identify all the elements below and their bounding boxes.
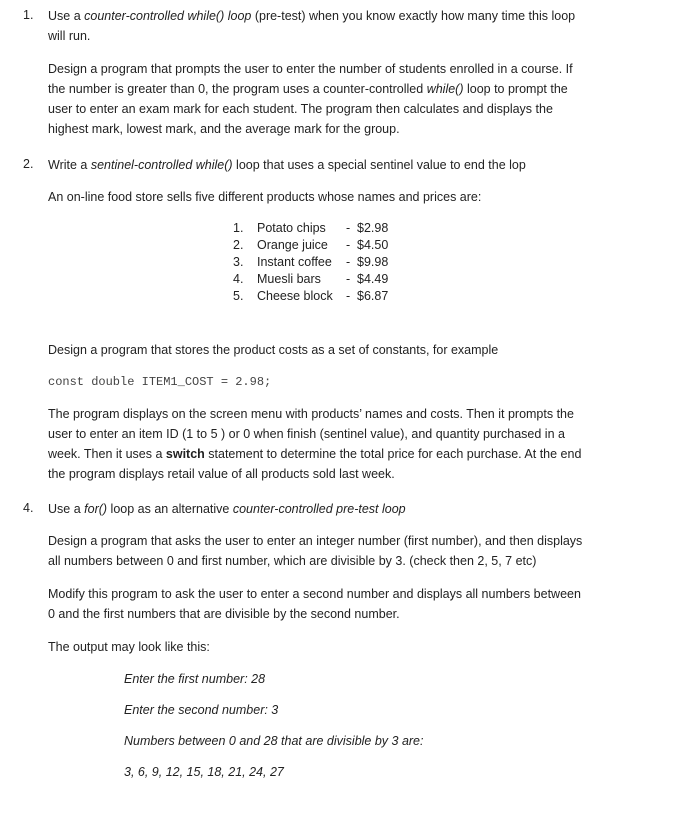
product-price: $2.98 [357,221,389,235]
q4-number: 4. [23,501,34,515]
product-price: $4.49 [357,272,389,286]
sample-output-first: Enter the first number: 28 [124,672,266,686]
q2-display-paragraph: The program displays on the screen menu with products’ names and costs. Then it prompts the user to enter an item ID (1 to 5 ) or 0 when finish (sentinel value), and quantity purchased in a week. Then it uses a switch statement to determine the total price for each purchase. At the end the program displays retail value of all products sold last week. [48,407,582,481]
product-dash: - [346,238,351,252]
q1-intro-line1: Use a counter-controlled while() loop (pre-test) when you know exactly how many time this loop [48,9,576,23]
product-name: Cheese block [257,289,333,303]
product-dash: - [346,272,351,286]
q4-design-paragraph: Design a program that asks the user to enter an integer number (first number), and then displays all numbers between 0 and first number, which are divisible by 3. (check then 2, 5, 7 etc) [48,534,583,568]
q2-store-line: An on-line food store sells five different products whose names and prices are: [48,190,482,204]
product-name: Orange juice [257,238,328,252]
product-dash: - [346,289,351,303]
q2-intro: Write a sentinel-controlled while() loop that uses a special sentinel value to end the lop [48,158,526,172]
product-price: $4.50 [357,238,389,252]
q1-design-paragraph: Design a program that prompts the user to enter the number of students enrolled in a course. If the number is greater than 0, the program uses a counter-controlled while() loop to prompt the user to enter an exam mark for each student. The program then calculates and displays the highest mark, lowest mark, and the average mark for the group. [48,62,573,136]
q4-intro: Use a for() loop as an alternative counter-controlled pre-test loop [48,502,406,516]
product-num: 3. [233,255,244,269]
product-num: 2. [233,238,244,252]
q1-number: 1. [23,8,34,22]
product-dash: - [346,255,351,269]
code-example: const double ITEM1_COST = 2.98; [48,375,272,389]
q4-modify-paragraph: Modify this program to ask the user to enter a second number and displays all numbers between 0 and the first numbers that are divisible by the second number. [48,587,581,621]
switch-keyword: switch [165,447,205,461]
product-num: 5. [233,289,244,303]
product-num: 1. [233,221,244,235]
sample-output-result: 3, 6, 9, 12, 15, 18, 21, 24, 27 [124,765,284,779]
q4-output-intro: The output may look like this: [48,640,210,654]
q1-intro-line2: will run. [48,29,91,43]
product-price: $9.98 [357,255,389,269]
product-dash: - [346,221,351,235]
product-name: Muesli bars [257,272,321,286]
sample-output-between: Numbers between 0 and 28 that are divisible by 3 are: [124,734,424,748]
product-name: Potato chips [257,221,326,235]
q2-number: 2. [23,157,34,171]
product-name: Instant coffee [257,255,332,269]
product-num: 4. [233,272,244,286]
q1-intro [48,6,628,46]
sample-output-second: Enter the second number: 3 [124,703,279,717]
q2-constants-line: Design a program that stores the product costs as a set of constants, for example [48,343,499,357]
product-price: $6.87 [357,289,389,303]
